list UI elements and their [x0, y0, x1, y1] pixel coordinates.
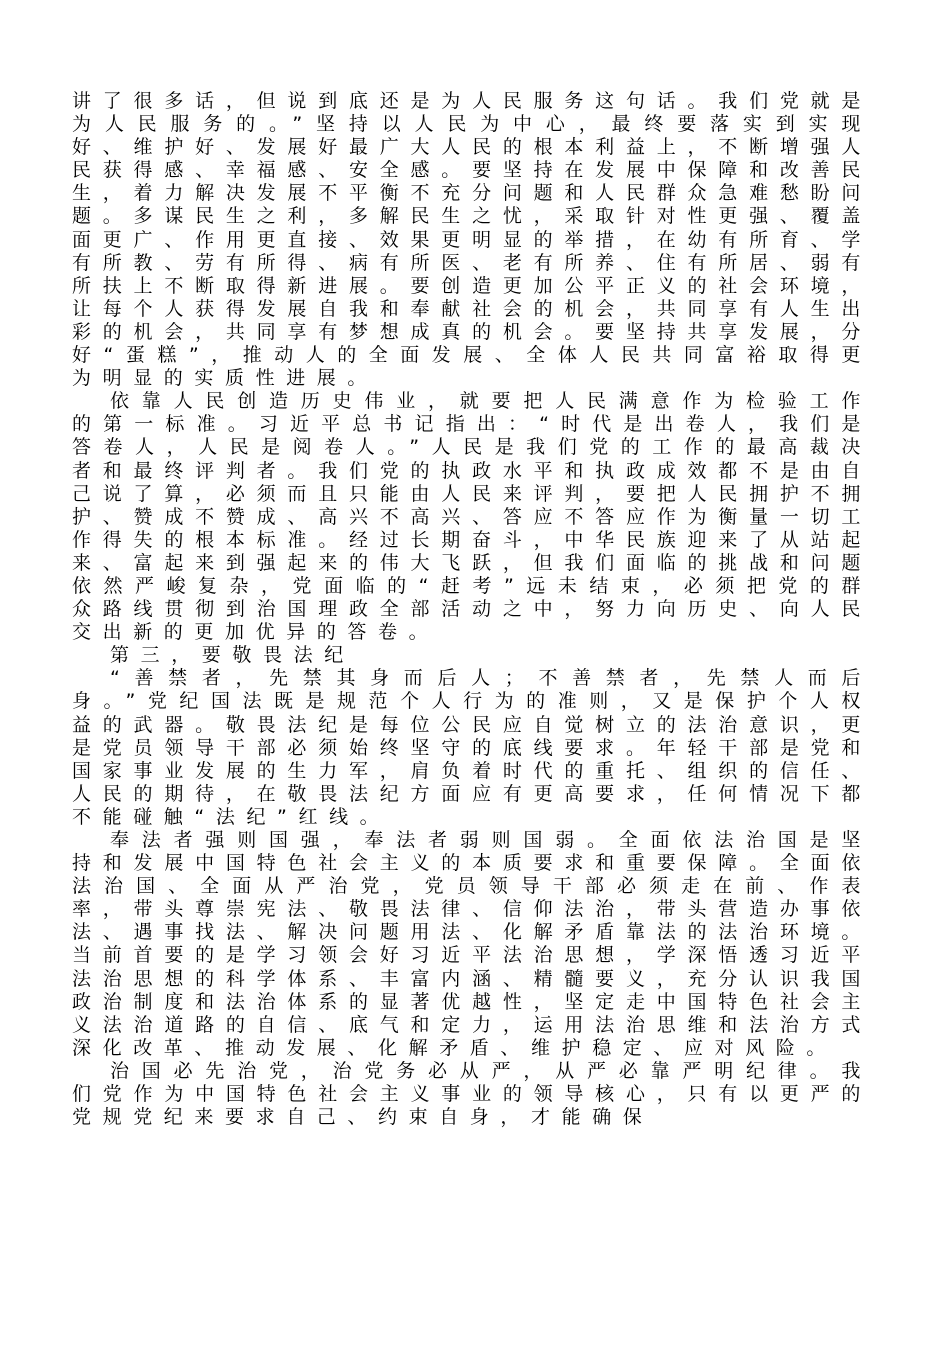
paragraph-rule-of-law: 奉法者强则国强，奉法者弱则国弱。全面依法治国是坚持和发展中国特色社会主义的本质要求和重要保障。全面依法治国、全面从严治党，党员领导干部必须走在前、作表率，带头尊崇宪法、敬畏法律、信仰法治，带头营造办事依法、遇事找法、解决问题用法、化解矛盾靠法的法治环境。当前首要的是学习领会好习近平法治思想，学深悟透习近平法治思想的科学体系、丰富内涵、精髓要义，充分认识我国政治制度和法治体系的显著优越性，坚定走中国特色社会主义法治道路的自信、底气和定力，运用法治思维和法治方式深化改革、推动发展、化解矛盾、维护稳定、应对风险。 [72, 829, 872, 1059]
paragraph-revere-discipline: “善禁者，先禁其身而后人；不善禁者，先禁人而后身。”党纪国法既是规范个人行为的准则，又是保护个人权益的武器。敬畏法纪是每位公民应自觉树立的法治意识，更是党员领导干部必须始终坚守的底线要求。年轻干部是党和国家事业发展的生力军，肩负着时代的重托、组织的信任、人民的期待，在敬畏法纪方面应有更高要求，任何情况下都不能碰触“法纪”红线。 [72, 667, 872, 828]
paragraph-serving-the-people: 讲了很多话，但说到底还是为人民服务这句话。我们党就是为人民服务的。”坚持以人民为中心，最终要落实到实现好、维护好、发展好最广大人民的根本利益上，不断增强人民获得感、幸福感、安全感。要坚持在发展中保障和改善民生，着力解决发展不平衡不充分问题和人民群众急难愁盼问题。多谋民生之利，多解民生之忧，采取针对性更强、覆盖面更广、作用更直接、效果更明显的举措，在幼有所育、学有所教、劳有所得、病有所医、老有所养、住有所居、弱有所扶上不断取得新进展。要创造更加公平正义的社会环境，让每个人获得发展自我和奉献社会的机会，共同享有人生出彩的机会，共同享有梦想成真的机会。要坚持共享发展，分好“蛋糕”，推动人的全面发展、全体人民共同富裕取得更为明显的实质性进展。 [72, 90, 872, 390]
document-page [72, 90, 872, 1129]
paragraph-govern-party-strictly: 治国必先治党，治党务必从严，从严必靠严明纪律。我们党作为中国特色社会主义事业的领导核心，只有以更严的党规党纪来要求自己、约束自身，才能确保 [72, 1059, 872, 1129]
paragraph-people-as-judges: 依靠人民创造历史伟业，就要把人民满意作为检验工作的第一标准。习近平总书记指出：“时代是出卷人，我们是答卷人，人民是阅卷人。”人民是我们党的工作的最高裁决者和最终评判者。我们党的执政水平和执政成效都不是由自己说了算，必须而且只能由人民来评判，要把人民拥护不拥护、赞成不赞成、高兴不高兴、答应不答应作为衡量一切工作得失的根本标准。经过长期奋斗，中华民族迎来了从站起来、富起来到强起来的伟大飞跃，但我们面临的挑战和问题依然严峻复杂，党面临的“赶考”远未结束，必须把党的群众路线贯彻到治国理政全部活动之中，努力向历史、向人民交出新的更加优异的答卷。 [72, 390, 872, 644]
section-heading-revere-law: 第三，要敬畏法纪 [110, 644, 355, 667]
